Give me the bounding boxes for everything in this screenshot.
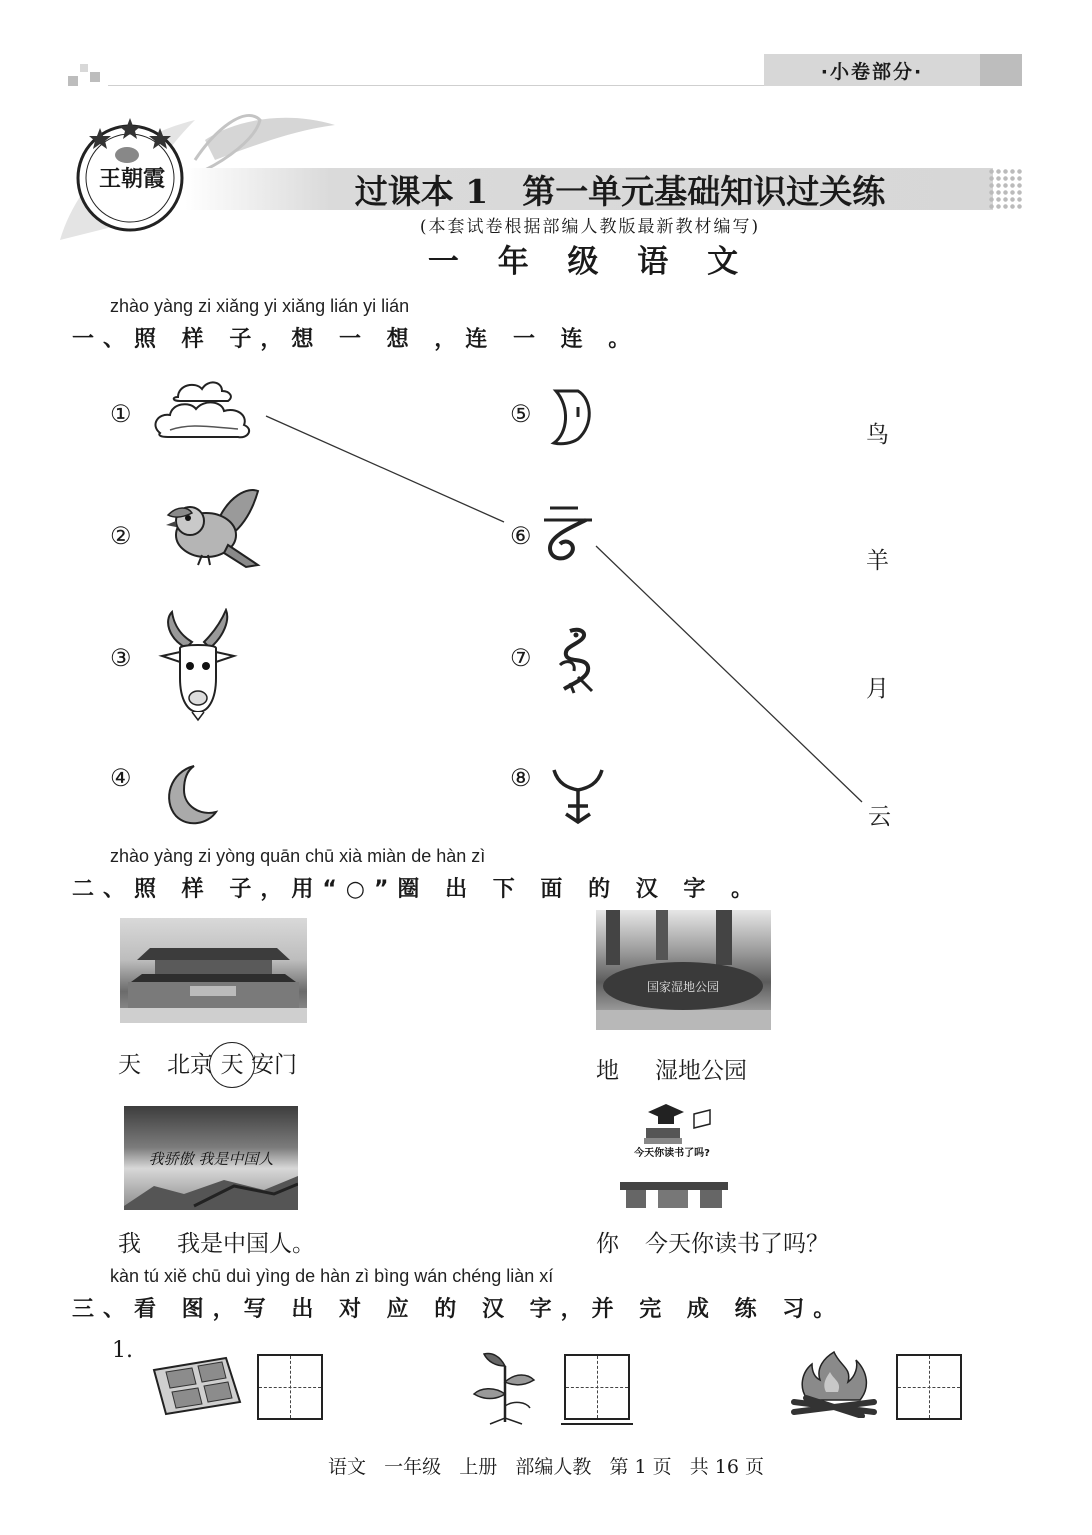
- q2-phrase-1-after: 安门: [251, 1052, 297, 1078]
- q1-char-moon: 月: [866, 676, 889, 702]
- edition-note: (本套试卷根据部编人教版最新教材编写): [419, 217, 761, 237]
- example-line-cloud-to-glyph: [266, 416, 504, 522]
- q2-item-1: [118, 1042, 297, 1088]
- q2-pinyin: zhào yàng zi yòng quān chū xià miàn de hàn zì: [110, 846, 486, 866]
- section-tag: ·小卷部分·: [764, 54, 980, 86]
- great-wall-caption: 我骄傲 我是中国人: [148, 1150, 274, 1168]
- example-circled-char: 天: [209, 1042, 255, 1088]
- answer-box-1[interactable]: [257, 1354, 323, 1420]
- q1-num-7: ⑦: [510, 644, 532, 672]
- tiananmen-photo: [120, 918, 307, 1023]
- seedling-icon: [470, 1346, 540, 1430]
- field-icon: [148, 1352, 244, 1422]
- q1-num-1: ①: [110, 400, 132, 428]
- q2-char-di: 地: [596, 1058, 619, 1084]
- reading-caption: 今天你读书了吗?: [634, 1148, 710, 1159]
- q1-num-5: ⑤: [510, 400, 532, 428]
- q2-char-wo: 我: [118, 1231, 141, 1257]
- page-footer: 语文 一年级 上册 部编人教 第 1 页 共 16 页: [327, 1456, 765, 1478]
- reading-illustration: [612, 1098, 732, 1212]
- unit-title: 第一单元基础知识过关练: [522, 171, 886, 211]
- logo-brand-text: 王朝霞: [98, 166, 165, 192]
- q1-num-3: ③: [110, 644, 132, 672]
- q1-pinyin: zhào yàng zi xiǎng yi xiǎng lián yi lián: [110, 296, 410, 316]
- q2-char-ni: 你: [596, 1231, 619, 1257]
- q2-phrase-4: 今天你读书了吗？: [645, 1231, 829, 1257]
- q3-title: 三、看 图，写 出 对 应 的 汉 字，并 完 成 练 习。: [72, 1297, 845, 1322]
- answer-box-3[interactable]: [896, 1354, 962, 1420]
- q1-num-4: ④: [110, 764, 132, 792]
- q3-sub-number: 1.: [112, 1338, 133, 1363]
- q2-item-4: [596, 1225, 829, 1258]
- q1-num-2: ②: [110, 522, 132, 550]
- wetland-sign-text: 国家湿地公园: [646, 980, 720, 994]
- example-line-glyph-to-char: [596, 546, 862, 802]
- q1-num-8: ⑧: [510, 764, 532, 792]
- q2-char-tian: 天: [118, 1052, 141, 1078]
- q1-char-goat: 羊: [866, 548, 889, 574]
- q2-item-2: [596, 1052, 747, 1085]
- q2-phrase-2: 湿地公园: [655, 1058, 747, 1084]
- answer-box-2[interactable]: [564, 1354, 633, 1425]
- great-wall-photo: [124, 1106, 298, 1210]
- wetland-park-photo: [596, 910, 771, 1030]
- q2-phrase-3: 我是中国人。: [177, 1231, 315, 1257]
- q3-pinyin: kàn tú xiě chū duì yìng de hàn zì bìng wán chéng liàn xí: [110, 1266, 554, 1286]
- q1-title: 一、照 样 子，想 一 想 ，连 一 连 。: [72, 327, 640, 352]
- grade-subject: 一 年 级 语 文: [427, 244, 753, 280]
- q1-char-cloud: 云: [868, 804, 891, 830]
- fire-icon: [786, 1346, 882, 1422]
- q1-num-6: ⑥: [510, 522, 532, 550]
- q1-char-bird: 鸟: [866, 422, 889, 448]
- q2-title: 二、照 样 子，用“○”圈 出 下 面 的 汉 字 。: [72, 877, 763, 902]
- book-title: 过课本 1: [354, 171, 489, 211]
- q2-item-3: [118, 1225, 315, 1258]
- q2-phrase-1-before: 北京: [167, 1052, 213, 1078]
- answer-box-2-underline: [561, 1423, 633, 1425]
